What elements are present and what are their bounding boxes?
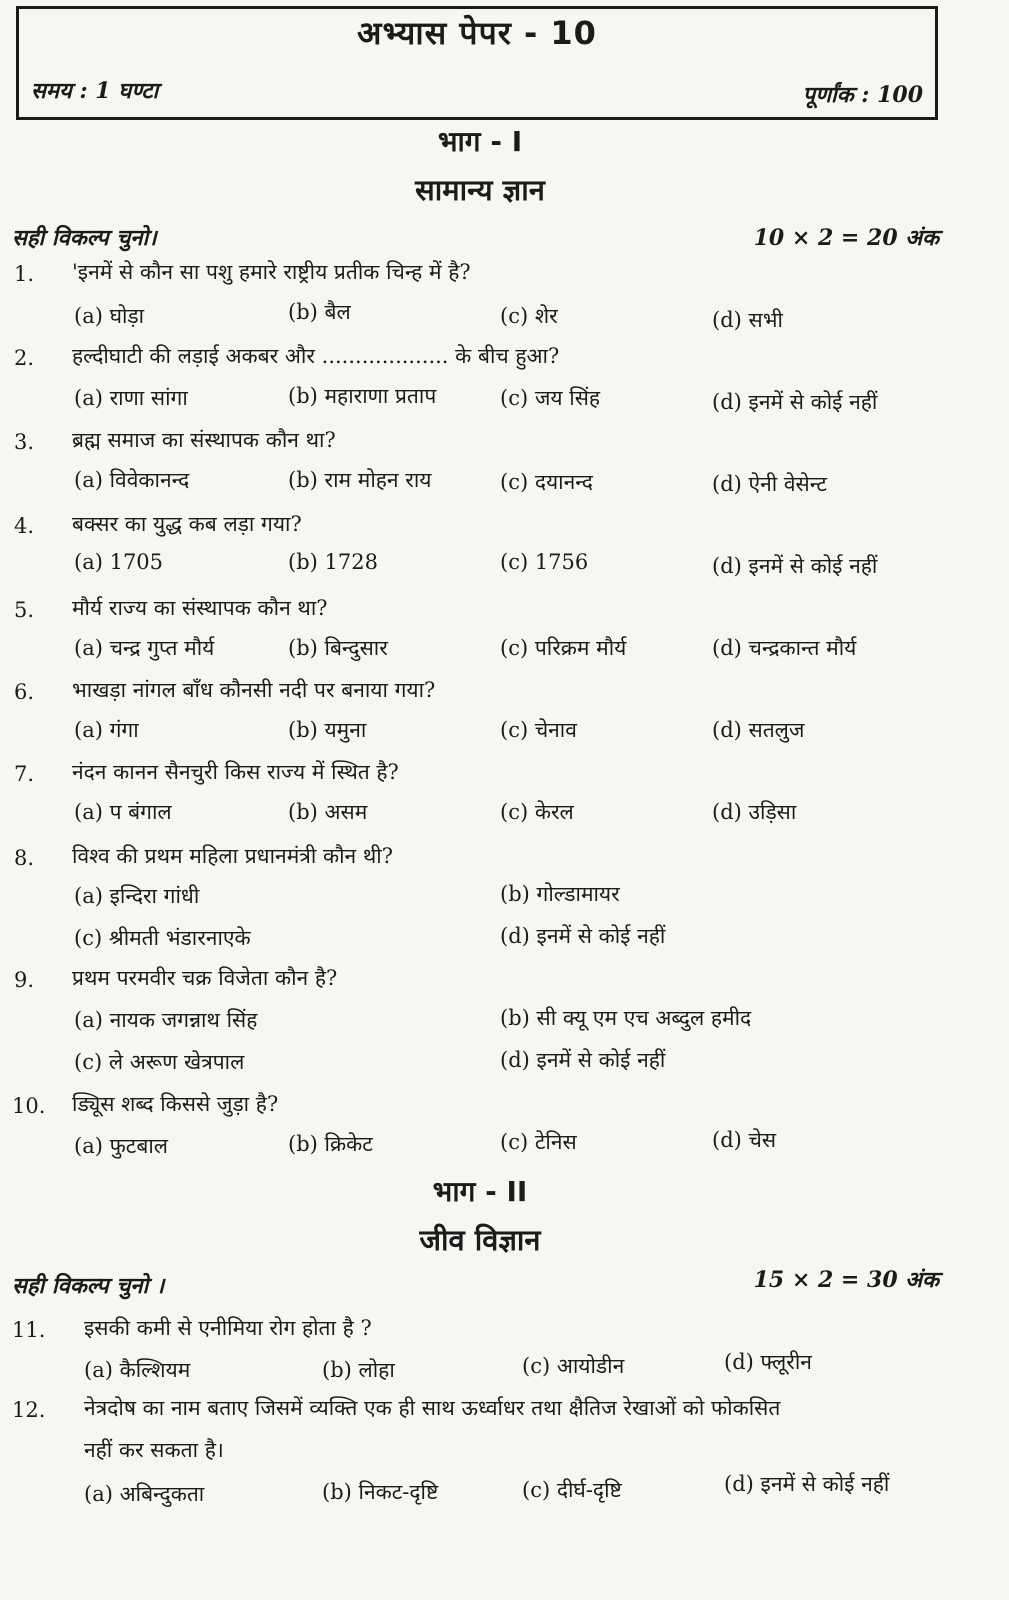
option-b: (b) निकट-दृष्टि <box>322 1480 439 1504</box>
question-text: इसकी कमी से एनीमिया रोग होता है ? <box>84 1316 372 1340</box>
option-b: (b) लोहा <box>322 1358 395 1382</box>
option-d: (d) ऐनी वेसेन्ट <box>712 472 827 496</box>
question-text: नेत्रदोष का नाम बताए जिसमें व्यक्ति एक ही साथ ऊर्ध्वाधर तथा क्षैतिज रेखाओं को फोकसित <box>84 1396 781 1420</box>
option-d: (d) इनमें से कोई नहीं <box>500 1048 666 1072</box>
option-b: (b) बिन्दुसार <box>288 636 388 660</box>
option-a: (a) नायक जगन्नाथ सिंह <box>74 1008 258 1032</box>
option-d: (d) सभी <box>712 308 783 332</box>
part2-marks: 15 × 2 = 30 अंक <box>753 1267 939 1293</box>
question-text: 'इनमें से कौन सा पशु हमारे राष्ट्रीय प्रतीक चिन्ह में है? <box>72 260 471 284</box>
question-number: 1. <box>14 262 35 286</box>
option-d: (d) चन्द्रकान्त मौर्य <box>712 636 857 660</box>
option-c: (c) दयानन्द <box>500 470 593 494</box>
part1-label: भाग - I <box>437 125 523 158</box>
question-number: 5. <box>14 598 35 622</box>
option-c: (c) केरल <box>500 800 574 824</box>
option-c: (c) श्रीमती भंडारनाएके <box>74 926 251 950</box>
paper-header <box>16 6 938 120</box>
option-a: (a) गंगा <box>74 718 139 742</box>
question-number: 3. <box>14 430 35 454</box>
option-c: (c) चेनाव <box>500 718 577 742</box>
option-d: (d) फ्लूरीन <box>724 1350 812 1374</box>
option-c: (c) ले अरूण खेत्रपाल <box>74 1050 245 1074</box>
question-number: 4. <box>14 514 35 538</box>
option-a: (a) राणा सांगा <box>74 386 188 410</box>
question-number: 2. <box>14 346 35 370</box>
option-b: (b) यमुना <box>288 718 367 742</box>
question-number: 8. <box>14 846 35 870</box>
option-b: (b) बैल <box>288 300 351 324</box>
question-text: नंदन कानन सैनचुरी किस राज्य में स्थित है? <box>72 760 399 784</box>
question-number: 6. <box>14 680 35 704</box>
option-c: (c) परिक्रम मौर्य <box>500 636 627 660</box>
option-a: (a) 1705 <box>74 550 164 574</box>
option-c: (c) टेनिस <box>500 1130 577 1154</box>
question-text: बक्सर का युद्ध कब लड़ा गया? <box>72 512 302 536</box>
question-number: 7. <box>14 762 35 786</box>
option-d: (d) इनमें से कोई नहीं <box>712 554 878 578</box>
part2-subject: जीव विज्ञान <box>419 1223 541 1257</box>
option-d: (d) उड़िसा <box>712 800 797 824</box>
question-text: ड्यिूस शब्द किससे जुड़ा है? <box>72 1092 279 1116</box>
option-a: (a) प बंगाल <box>74 800 172 824</box>
question-text: ब्रह्म समाज का संस्थापक कौन था? <box>72 428 336 452</box>
option-b: (b) क्रिकेट <box>288 1132 373 1156</box>
question-text: मौर्य राज्य का संस्थापक कौन था? <box>72 596 328 620</box>
option-b: (b) राम मोहन राय <box>288 468 432 492</box>
time-allowed: समय : 1 घण्टा <box>31 78 159 104</box>
option-c: (c) 1756 <box>500 550 589 574</box>
option-b: (b) गोल्डामायर <box>500 882 620 906</box>
question-text: भाखड़ा नांगल बाँध कौनसी नदी पर बनाया गया? <box>72 678 436 702</box>
question-text: हल्दीघाटी की लड़ाई अकबर और ................... के बीच हुआ? <box>72 344 560 368</box>
option-c: (c) शेर <box>500 304 558 328</box>
option-b: (b) महाराणा प्रताप <box>288 384 437 408</box>
option-a: (a) अबिन्दुकता <box>84 1482 205 1506</box>
option-d: (d) इनमें से कोई नहीं <box>724 1472 890 1496</box>
question-number: 10. <box>12 1094 46 1118</box>
option-c: (c) दीर्घ-दृष्टि <box>522 1478 622 1502</box>
option-b: (b) सी क्यू एम एच अब्दुल हमीद <box>500 1006 752 1030</box>
question-text: प्रथम परमवीर चक्र विजेता कौन है? <box>72 966 338 990</box>
part1-instruction: सही विकल्प चुनो। <box>12 225 157 251</box>
option-b: (b) 1728 <box>288 550 378 574</box>
question-number: 9. <box>14 968 35 992</box>
question-number: 11. <box>12 1318 46 1342</box>
option-b: (b) असम <box>288 800 368 824</box>
part2-label: भाग - II <box>432 1175 528 1208</box>
option-d: (d) चेस <box>712 1128 777 1152</box>
option-d: (d) इनमें से कोई नहीं <box>500 924 666 948</box>
option-a: (a) इन्दिरा गांधी <box>74 884 200 908</box>
total-marks: पूर्णांक : 100 <box>802 82 923 108</box>
option-d: (d) सतलुज <box>712 718 805 742</box>
part2-instruction: सही विकल्प चुनो । <box>12 1273 165 1299</box>
question-number: 12. <box>12 1398 46 1422</box>
option-a: (a) विवेकानन्द <box>74 468 190 492</box>
question-text: विश्व की प्रथम महिला प्रधानमंत्री कौन थी? <box>72 844 393 868</box>
option-a: (a) फुटबाल <box>74 1134 169 1158</box>
part1-marks: 10 × 2 = 20 अंक <box>753 225 939 251</box>
option-a: (a) चन्द्र गुप्त मौर्य <box>74 636 215 660</box>
option-d: (d) इनमें से कोई नहीं <box>712 390 878 414</box>
question-text-continued: नहीं कर सकता है। <box>84 1438 224 1462</box>
option-a: (a) कैल्शियम <box>84 1358 191 1382</box>
option-a: (a) घोड़ा <box>74 304 145 328</box>
option-c: (c) आयोडीन <box>522 1354 625 1378</box>
paper-title: अभ्यास पेपर - 10 <box>357 14 597 52</box>
part1-subject: सामान्य ज्ञान <box>415 173 545 207</box>
option-c: (c) जय सिंह <box>500 386 601 410</box>
